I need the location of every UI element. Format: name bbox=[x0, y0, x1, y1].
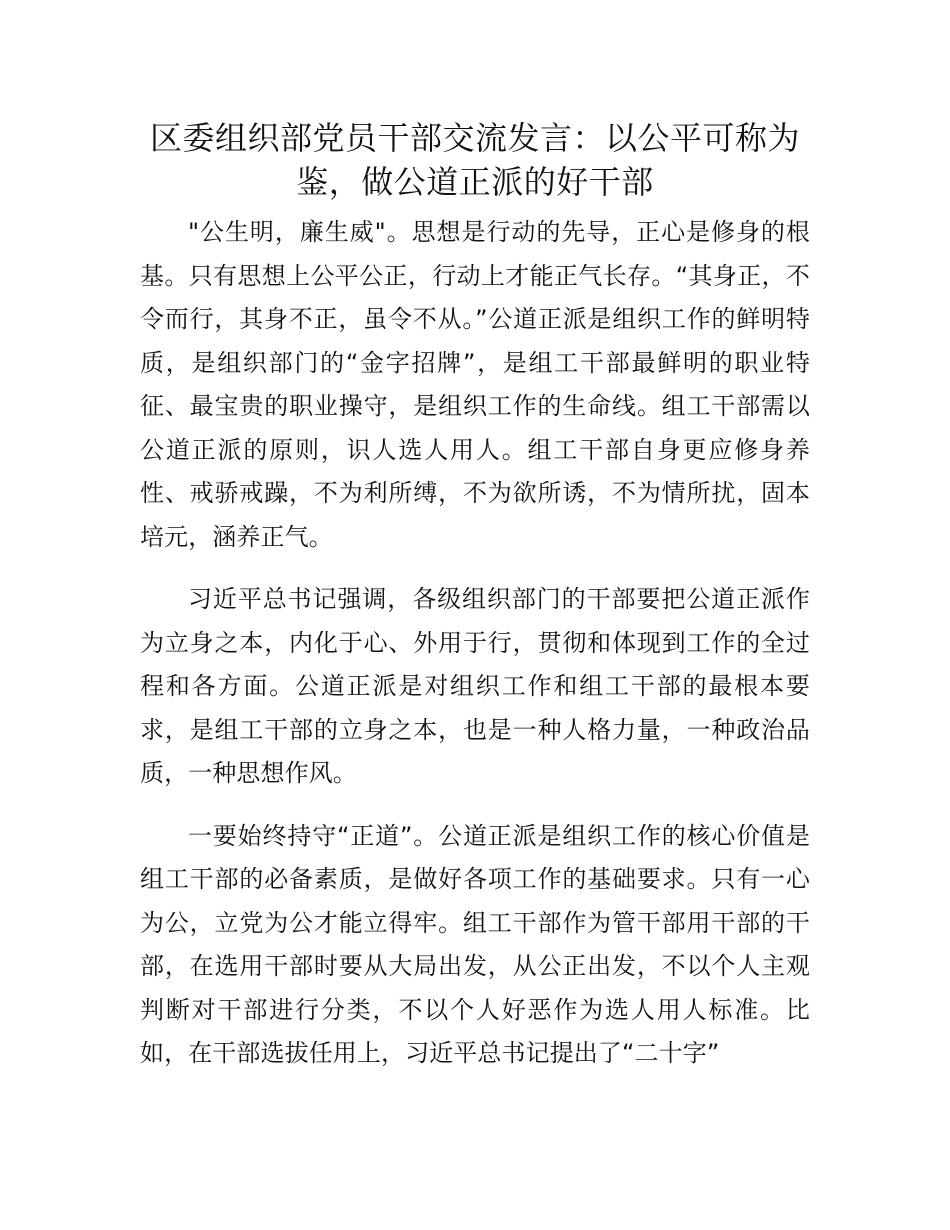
paragraph-3: 一要始终持守“正道”。公道正派是组织工作的核心价值是组工干部的必备素质，是做好各项工作的基础要求。只有一心为公，立党为公才能立得牢。组工干部作为管干部用干部的干部，在选用干部时要从大局出发，从公正出发，不以个人主观判断对干部进行分类，不以个人好恶作为选人用人标准。比如，在干部选拔任用上，习近平总书记提出了“二十字” bbox=[140, 821, 810, 1067]
paragraph-2: 习近平总书记强调，各级组织部门的干部要把公道正派作为立身之本，内化于心、外用于行，贯彻和体现到工作的全过程和各方面。公道正派是对组织工作和组工干部的最根本要求，是组工干部的立身之本，也是一种人格力量，一种政治品质，一种思想作风。 bbox=[140, 585, 810, 787]
document-title: 区委组织部党员干部交流发言：以公平可称为鉴，做公道正派的好干部 bbox=[149, 119, 800, 201]
document-body bbox=[140, 211, 810, 1095]
paragraph-1: "公生明，廉生威"。思想是行动的先导，正心是修身的根基。只有思想上公平公正，行动上才能正气长存。“其身正，不令而行，其身不正，虽令不从。”公道正派是组织工作的鲜明特质，是组织部门的“金字招牌”，是组工干部最鲜明的职业特征、最宝贵的职业操守，是组织工作的生命线。组工干部需以公道正派的原则，识人选人用人。组工干部自身更应修身养性、戒骄戒躁，不为利所缚，不为欲所诱，不为情所扰，固本培元，涵养正气。 bbox=[140, 218, 810, 551]
